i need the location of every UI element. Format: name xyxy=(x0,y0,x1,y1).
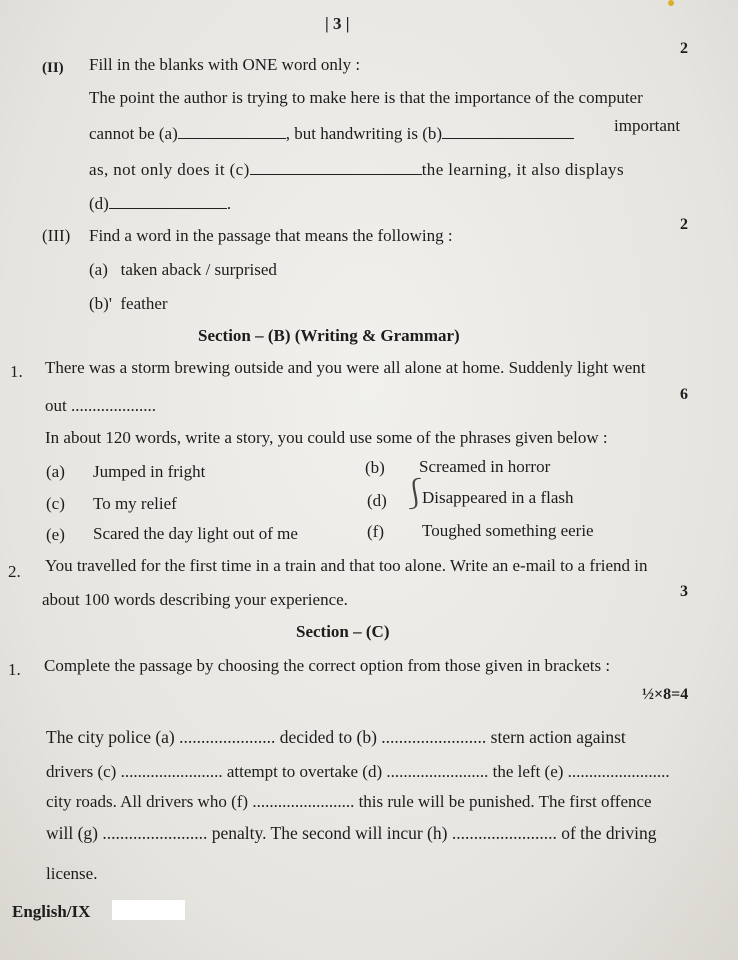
blank-d-label: (d) xyxy=(89,194,109,213)
q3-option-b: (b)' feather xyxy=(89,294,168,313)
section-b-q1-line3: In about 120 words, write a story, you could use some of the phrases given below : xyxy=(45,428,608,447)
section-b-q1-line2: out .................... xyxy=(45,396,156,415)
section-c-q1-number: 1. xyxy=(8,660,21,679)
q2-line4-period: . xyxy=(226,194,232,213)
section-b-q1-line1: There was a storm brewing outside and you were all alone at home. Suddenly light went xyxy=(45,358,646,377)
passage-line2: drivers (c) ........................ attempt to overtake (d) ........................ the left (e) ........................ xyxy=(46,762,670,781)
section-b-q2-number: 2. xyxy=(8,562,21,581)
redaction-box xyxy=(112,900,185,920)
section-b-title: Section – (B) (Writing & Grammar) xyxy=(198,326,460,345)
q3-marks: 2 xyxy=(680,216,688,233)
phrase-a-text: Jumped in fright xyxy=(93,462,206,481)
passage-line1: The city police (a) ...................... decided to (b) ........................ stern action against xyxy=(46,727,626,747)
blank-a xyxy=(178,124,286,139)
blank-d xyxy=(109,194,227,209)
page-number: | 3 | xyxy=(325,14,350,33)
section-c-title: Section – (C) xyxy=(296,622,390,641)
q2-line4 xyxy=(89,194,231,214)
q2-line1: The point the author is trying to make here is that the importance of the computer xyxy=(89,88,643,107)
section-b-q1-number: 1. xyxy=(10,362,23,381)
blank-a-label: cannot be (a) xyxy=(89,124,178,143)
phrase-a-label: (a) xyxy=(46,462,65,481)
section-b-q2-line1: You travelled for the first time in a train and that too alone. Write an e-mail to a friend in xyxy=(45,556,648,575)
q2-number: (II) xyxy=(42,60,64,76)
phrase-b-label: (b) xyxy=(365,458,385,477)
section-b-q2-marks: 3 xyxy=(680,583,688,600)
phrase-c-text: To my relief xyxy=(93,494,177,513)
q2-marks: 2 xyxy=(680,40,688,57)
section-b-q2-line2: about 100 words describing your experience. xyxy=(42,590,348,609)
q3-instruction: Find a word in the passage that means the following : xyxy=(89,226,453,245)
q2-line3-end: the learning, it also displays xyxy=(421,160,624,179)
phrase-f-label: (f) xyxy=(367,522,384,541)
q3-number: (III) xyxy=(42,226,71,245)
passage-line5: license. xyxy=(46,864,98,883)
q2-instruction: Fill in the blanks with ONE word only : xyxy=(89,55,361,74)
q2-line2 xyxy=(89,124,574,144)
handwritten-brace: ⎰ xyxy=(400,477,430,512)
phrase-d-text: Disappeared in a flash xyxy=(422,488,574,507)
q2-line2-end: important xyxy=(614,116,681,135)
paper-speck xyxy=(668,0,674,6)
blank-c-label: as, not only does it (c) xyxy=(89,160,250,179)
footer-subject: English/IX xyxy=(12,902,91,921)
section-c-q1-instruction: Complete the passage by choosing the correct option from those given in brackets : xyxy=(44,656,611,675)
section-b-q1-marks: 6 xyxy=(680,386,688,403)
blank-b-label: , but handwriting is (b) xyxy=(285,124,443,143)
q3-option-a: (a) taken aback / surprised xyxy=(89,260,277,279)
phrase-c-label: (c) xyxy=(46,494,65,513)
phrase-f-text: Toughed something eerie xyxy=(422,521,594,540)
passage-line3: city roads. All drivers who (f) ........................ this rule will be punished. The first offence xyxy=(46,792,652,811)
phrase-b-text: Screamed in horror xyxy=(419,457,551,476)
phrase-e-text: Scared the day light out of me xyxy=(93,524,298,543)
passage-line4: will (g) ........................ penalty. The second will incur (h) ........................ of the driving xyxy=(46,823,657,843)
q2-line3 xyxy=(89,160,624,180)
section-c-q1-marks: ½×8=4 xyxy=(642,686,689,703)
blank-b xyxy=(442,124,574,139)
phrase-d-label: (d) xyxy=(367,491,387,510)
phrase-e-label: (e) xyxy=(46,525,65,544)
blank-c xyxy=(250,160,422,175)
